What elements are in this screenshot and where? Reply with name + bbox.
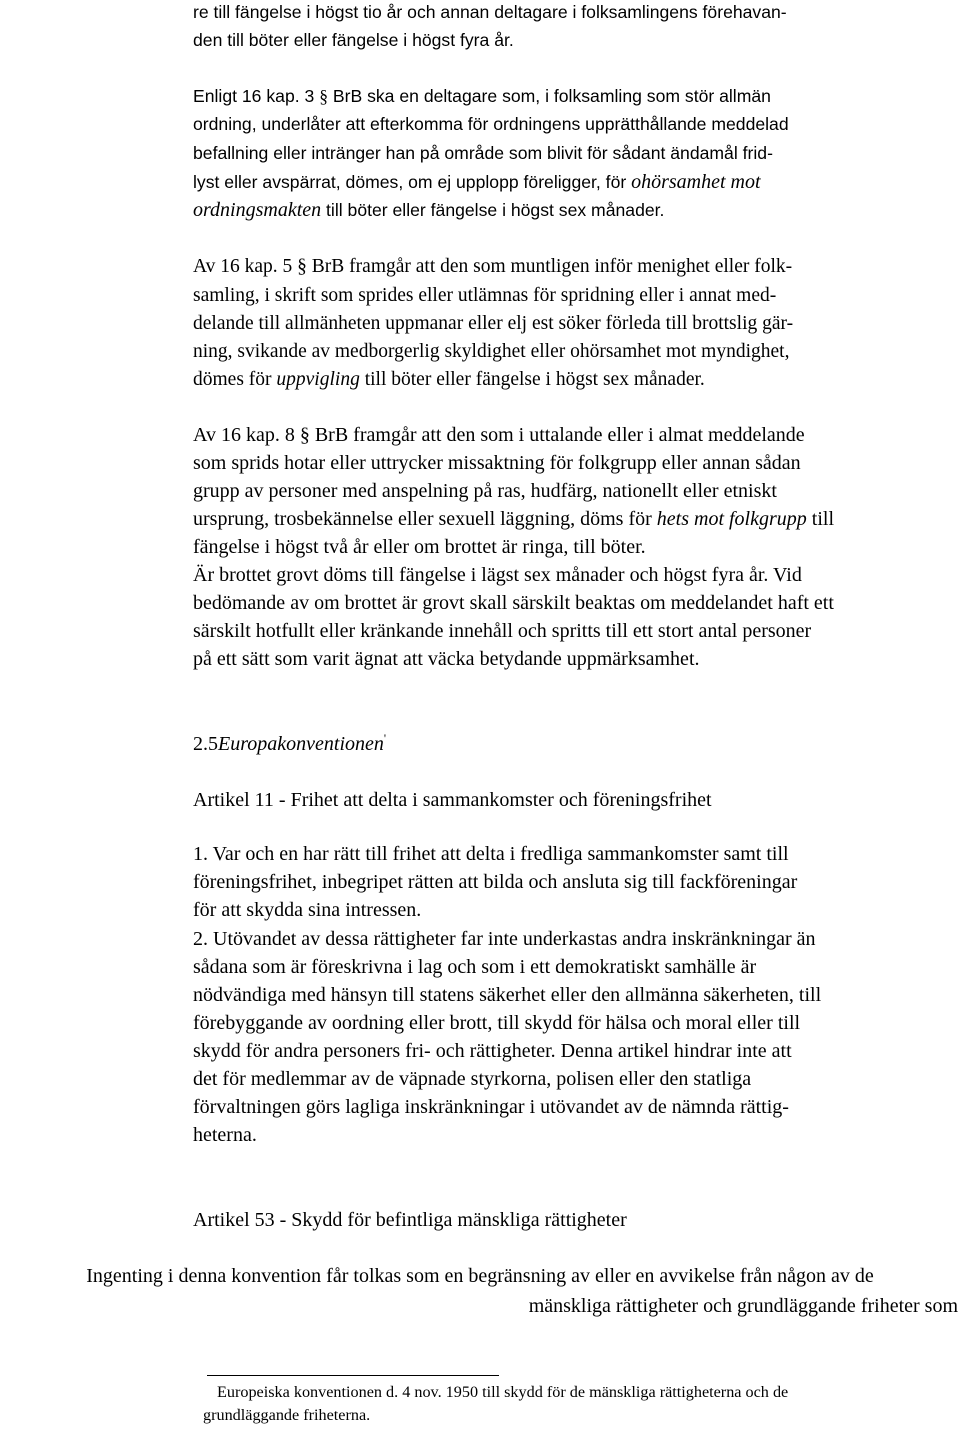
text-line: 2. Utövandet av dessa rättigheter far inte underkastas andra inskränkningar än [193,928,816,950]
text-line: förebyggande av oordning eller brott, till skydd för hälsa och moral eller till [193,1012,801,1034]
section-sign: § [299,424,310,446]
text-line: Är brottet grovt döms till fängelse i lägst sex månader och högst fyra år. Vid [193,564,802,586]
text-line [193,171,761,194]
article-53-title: Artikel 53 - Skydd för befintliga mänskliga rättigheter [193,1209,627,1231]
section-heading [193,731,386,756]
footnote-line: Europeiska konventionen d. 4 nov. 1950 till skydd för de mänskliga rättigheterna och de [217,1383,789,1401]
text-line: re till fängelse i högst tio år och annan deltagare i folksamlingens förehavan- [193,2,787,22]
text-line: föreningsfrihet, inbegripet rätten att bilda och ansluta sig till fackföreningar [193,871,798,893]
text-run: till böter eller fängelse i högst sex månader. [326,200,665,220]
text-line: bedömande av om brottet är grovt skall särskilt beaktas om meddelandet haft ett [193,592,834,614]
text-line [193,256,792,278]
text-line [193,86,771,107]
text-line: heterna. [193,1124,257,1146]
emphasized-term: hets mot folkgrupp [656,508,807,530]
text-line [193,199,664,222]
footnote-separator [207,1375,499,1376]
text-run: BrB ska en deltagare som, i folksamling som stör allmän [332,86,771,106]
section-sign: § [297,256,307,277]
text-line: 1. Var och en har rätt till frihet att delta i fredliga sammankomster samt till [193,843,789,865]
footnote-line: grundläggande friheterna. [203,1406,371,1424]
text-line: ning, svikande av medborgerlig skyldighet eller ohörsamhet mot myndighet, [193,341,790,362]
section-title: Europakonventionen [218,733,384,755]
text-line: särskilt hotfullt eller kränkande innehåll och spritts till ett stort antal personer [193,620,812,642]
text-line [193,508,834,531]
article-53-text [0,1265,960,1318]
text-line: ordning, underlåter att efterkomma för ordningens upprätthållande meddelad [193,114,789,134]
section-sign: § [319,86,328,106]
text-line: för att skydda sina intressen. [193,899,422,921]
text-run: BrB framgår att den som i uttalande eller i almat meddelande [314,424,805,446]
text-line: befallning eller intränger han på område som blivit för sådant ändamål frid- [193,143,773,163]
text-line: sådana som är föreskrivna i lag och som i ett demokratiskt samhälle är [193,956,757,978]
section-number: 2.5 [193,733,218,755]
emphasized-term: uppvigling [276,369,360,390]
text-line: den till böter eller fängelse i högst fyra år. [193,30,514,50]
text-line: Ingenting i denna konvention får tolkas som en begränsning av eller en avvikelse från någon av de [86,1265,874,1287]
emphasized-term: ohörsamhet mot [631,171,761,193]
text-run: till böter eller fängelse i högst sex månader. [364,369,705,390]
text-run: Enligt 16 kap. 3 [193,86,315,106]
text-run: Av 16 kap. 8 [193,424,295,446]
text-run: till [811,508,835,530]
text-line: fängelse i högst två år eller om brottet är ringa, till böter. [193,536,646,558]
article-title: Artikel 11 - Frihet att delta i sammankomster och föreningsfrihet [193,789,712,811]
text-line [193,369,705,391]
text-line: skydd för andra personers fri- och rättigheter. Denna artikel hindrar inte att [193,1040,792,1062]
text-run: lyst eller avspärrat, dömes, om ej upplopp föreligger, för [193,172,627,192]
emphasized-term: ordningsmakten [193,199,322,221]
text-line: delande till allmänheten uppmanar eller elj est söker förleda till brottslig gär- [193,313,794,334]
text-run: Av 16 kap. 5 [193,256,293,277]
text-line: samling, i skrift som sprides eller utlämnas för spridning eller i annat med- [193,285,777,306]
text-line: förvaltningen görs lagliga inskränkningar i utövandet av de nämnda rättig- [193,1096,789,1118]
text-run: ursprung, trosbekännelse eller sexuell läggning, döms för [193,508,652,530]
text-line: mänskliga rättigheter och grundläggande friheter som [528,1295,958,1317]
text-line: nödvändiga med hänsyn till statens säkerhet eller den allmänna säkerheten, till [193,984,822,1006]
text-line: som sprids hotar eller uttrycker missaktning för folkgrupp eller annan sådan [193,452,801,474]
text-line: grupp av personer med anspelning på ras, hudfärg, nationellt eller etniskt [193,480,777,502]
text-run: dömes för [193,369,272,390]
text-line [193,424,805,447]
text-line: på ett sätt som varit ägnat att väcka betydande uppmärksamhet. [193,648,700,670]
footnote-reference: ' [383,731,387,745]
text-line: det för medlemmar av de väpnade styrkorna, polisen eller den statliga [193,1068,752,1090]
text-run: BrB framgår att den som muntligen inför menighet eller folk- [311,256,793,277]
